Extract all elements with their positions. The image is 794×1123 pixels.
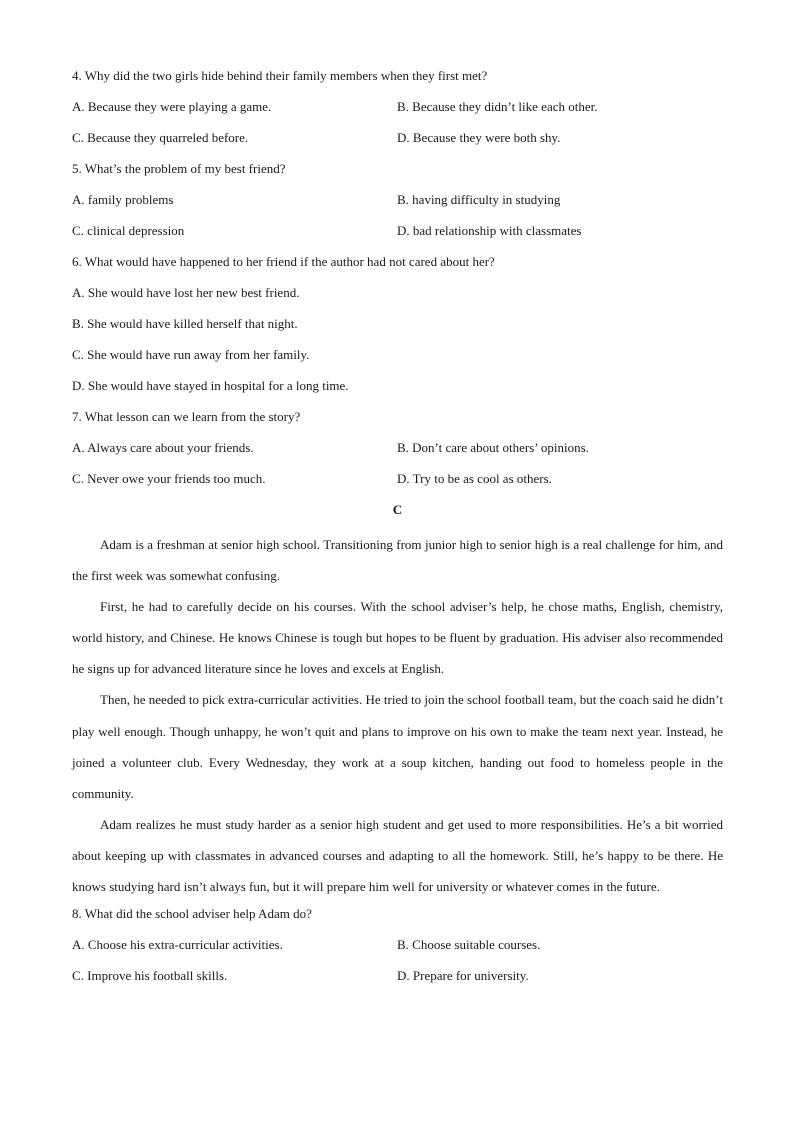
question-4-stem: 4. Why did the two girls hide behind their family members when they first met? bbox=[72, 68, 488, 83]
question-5-option-a: A. family problems bbox=[72, 192, 174, 207]
passage-paragraph-3: Then, he needed to pick extra-curricular activities. He tried to join the school football team, but the coach said he didn’t play well enough. Though unhappy, he won’t quit and plans to improve on his own to make the team next year. Instead, he joined a volunteer club. Every Wednesday, they work at a soup kitchen, handing out food to homeless people in the community. bbox=[72, 692, 723, 801]
question-8-options-row-2 bbox=[72, 964, 723, 995]
question-5-option-c: C. clinical depression bbox=[72, 223, 185, 238]
question-4-options-row-2 bbox=[72, 126, 723, 157]
question-4-option-a: A. Because they were playing a game. bbox=[72, 99, 272, 114]
question-8-option-b: B. Choose suitable courses. bbox=[397, 937, 541, 953]
question-7-stem: 7. What lesson can we learn from the story? bbox=[72, 409, 301, 424]
question-7-option-a: A. Always care about your friends. bbox=[72, 440, 254, 455]
question-6-option-a: A. She would have lost her new best friend. bbox=[72, 285, 300, 300]
question-5-options-row-2 bbox=[72, 219, 723, 250]
question-5-stem: 5. What’s the problem of my best friend? bbox=[72, 161, 286, 176]
question-7-options-row-2 bbox=[72, 467, 723, 498]
question-7-option-c: C. Never owe your friends too much. bbox=[72, 471, 266, 486]
question-4-options-row-1 bbox=[72, 95, 723, 126]
question-5-option-b: B. having difficulty in studying bbox=[397, 192, 561, 207]
question-8-option-d: D. Prepare for university. bbox=[397, 968, 529, 984]
question-5-option-d: D. bad relationship with classmates bbox=[397, 223, 582, 238]
question-6-option-b: B. She would have killed herself that night. bbox=[72, 316, 298, 331]
section-c-heading: C bbox=[392, 502, 403, 517]
question-7-option-d: D. Try to be as cool as others. bbox=[397, 471, 552, 486]
question-6-option-d: D. She would have stayed in hospital for a long time. bbox=[72, 378, 349, 393]
passage-paragraph-1: Adam is a freshman at senior high school. Transitioning from junior high to senior high is a real challenge for him, and the first week was somewhat confusing. bbox=[72, 537, 723, 584]
question-7-option-b: B. Don’t care about others’ opinions. bbox=[397, 440, 589, 455]
question-6-stem: 6. What would have happened to her friend if the author had not cared about her? bbox=[72, 254, 495, 269]
question-4-option-d: D. Because they were both shy. bbox=[397, 130, 561, 145]
passage-paragraph-2: First, he had to carefully decide on his courses. With the school adviser’s help, he chose maths, English, chemistry, world history, and Chinese. He knows Chinese is tough but hopes to be fluent by graduation. His adviser also recommended he signs up for advanced literature since he loves and excels at English. bbox=[72, 599, 723, 677]
passage-paragraph-4: Adam realizes he must study harder as a senior high student and get used to more responsibilities. He’s a bit worried about keeping up with classmates in advanced courses and adapting to all the homework. Still, he’s happy to be there. He knows studying hard isn’t always fun, but it will prepare him well for university or whatever comes in the future. bbox=[72, 816, 723, 895]
question-8-option-a: A. Choose his extra-curricular activities. bbox=[72, 937, 283, 953]
question-4-option-c: C. Because they quarreled before. bbox=[72, 130, 249, 145]
question-4-option-b: B. Because they didn’t like each other. bbox=[397, 99, 598, 114]
question-8-option-c: C. Improve his football skills. bbox=[72, 968, 228, 984]
question-8-stem: 8. What did the school adviser help Adam do? bbox=[72, 906, 312, 922]
question-8-options-row-1 bbox=[72, 933, 723, 964]
worksheet-page bbox=[72, 64, 723, 995]
question-6-option-c: C. She would have run away from her family. bbox=[72, 347, 310, 362]
question-5-options-row-1 bbox=[72, 188, 723, 219]
question-7-options-row-1 bbox=[72, 436, 723, 467]
